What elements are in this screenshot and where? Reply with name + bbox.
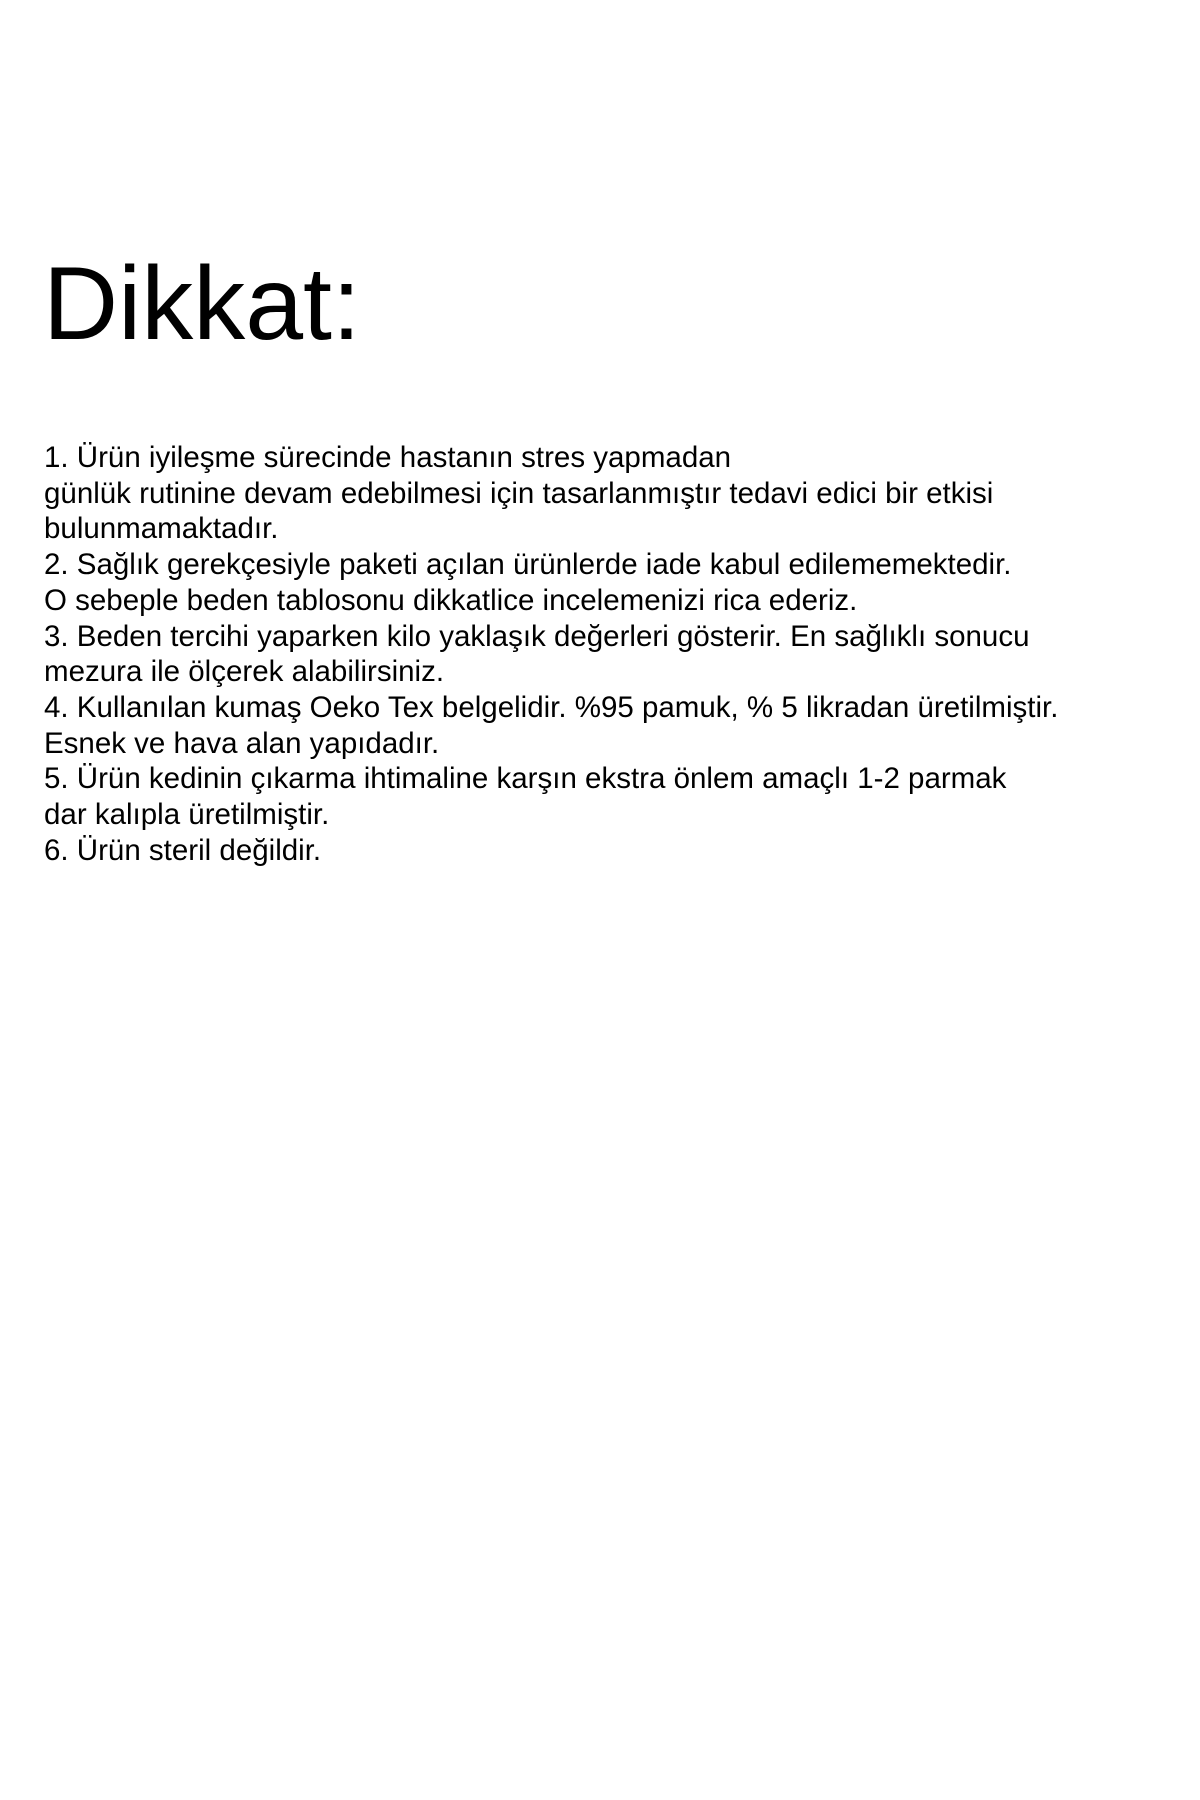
note-line: bulunmamaktadır. (44, 512, 279, 546)
note-line: Esnek ve hava alan yapıdadır. (44, 726, 440, 760)
note-line: 2. Sağlık gerekçesiyle paketi açılan ürünlerde iade kabul edilememektedir. (44, 548, 1012, 582)
note-line: 1. Ürün iyileşme sürecinde hastanın stres yapmadan (44, 441, 732, 474)
note-line: mezura ile ölçerek alabilirsiniz. (44, 655, 445, 689)
note-line: 5. Ürün kedinin çıkarma ihtimaline karşın ekstra önlem amaçlı 1-2 parmak (44, 762, 1007, 796)
page-title: Dikkat: (43, 246, 361, 362)
note-line: 3. Beden tercihi yaparken kilo yaklaşık değerleri gösterir. En sağlıklı sonucu (44, 619, 1030, 653)
note-line: O sebeple beden tablosonu dikkatlice incelemenizi rica ederiz. (44, 583, 858, 617)
note-line: 6. Ürün steril değildir. (44, 833, 322, 867)
warning-notes (44, 440, 1174, 868)
note-line: 4. Kullanılan kumaş Oeko Tex belgelidir. %95 pamuk, % 5 likradan üretilmiştir. (44, 690, 1059, 724)
note-line: günlük rutinine devam edebilmesi için tasarlanmıştır tedavi edici bir etkisi (44, 476, 994, 510)
note-line: dar kalıpla üretilmiştir. (44, 798, 330, 832)
